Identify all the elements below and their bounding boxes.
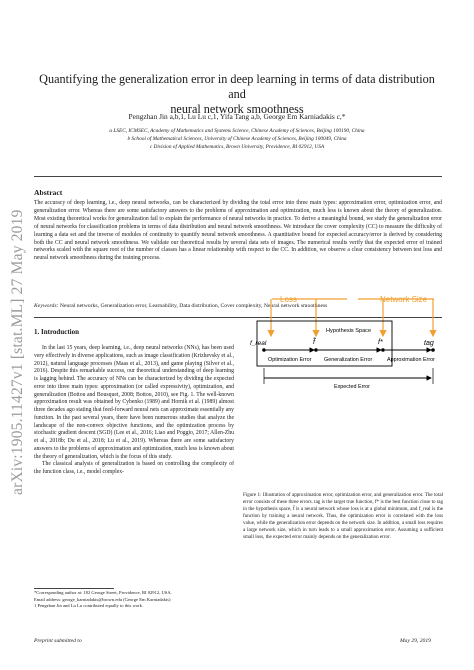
tag-point xyxy=(431,348,435,352)
affiliation-c: c Division of Applied Mathematics, Brown University, Providence, RI 02912, USA xyxy=(149,144,325,150)
hypothesis-space-label: Hypothesis Space xyxy=(326,328,372,334)
abstract-heading: Abstract xyxy=(34,188,63,197)
f-star-label: f* xyxy=(378,339,383,346)
tag-label: tag xyxy=(424,340,434,347)
keywords-text: Neural networks, Generalization error, Learnability, Data distribution, Cover complexity, Neural network smoothness xyxy=(59,303,328,309)
abstract-text: The accuracy of deep learning, i.e., deep neural networks, can be characterized by dividing the total error into three main types: approximation error, optimization error, and generalization error. Whereas there are some satisfactory answers to the problems of approximation and optimization, much less is known about the theory of generalization. Most existing theoretical works for generalization fail to explain the performance of neural networks in practice. To derive a meaningful bound, we study the generalization error of neural networks for classification problems in terms of data distribution and neural network smoothness. We introduce the cover complexity (CC) to measure the difficulty of learning a data set and the inverse of modules of continuity to quantify neural network smoothness. A quantitative bound for expected accuracy/error is derived by considering both the CC and neural network smoothness. We validate our theoretical results by several data sets of images. The numerical results verify that the expected error of trained networks scaled with the square root of the number of classes has a linear relationship with respect to the CC. In addition, we observe a clear consistency between test loss and neural network smoothness during the training process. xyxy=(34,200,442,262)
f-real-label: f_real xyxy=(250,340,267,347)
approximation-error-label: Approximation Error xyxy=(387,357,435,363)
loss-label: Loss xyxy=(280,295,297,304)
divider-top xyxy=(34,176,442,177)
footnote-corresponding: *Corresponding author at: 182 George Street, Providence, RI 02912, USA. xyxy=(34,590,172,595)
f-real-point xyxy=(262,348,266,352)
arxiv-stamp-text: arXiv:1905.11427v1 [stat.ML] 27 May 2019 xyxy=(9,209,26,495)
affiliation-a: a LSEC, ICMSEC, Academy of Mathematics and Systems Science, Chinese Academy of Sciences, Beijing 100190, China xyxy=(109,128,365,134)
footer-left: Preprint submitted to xyxy=(34,638,82,644)
footnote-equal: 1 Pengzhan Jin and Lu Lu contributed equally to this work. xyxy=(34,603,144,609)
figure-1 xyxy=(244,286,444,476)
network-size-label: Network Size xyxy=(380,295,428,304)
footer-date: May 29, 2019 xyxy=(400,638,431,644)
figure-caption: Figure 1: Illustration of approximation error, optimization error, and generalization error. The total error consists of these three errors. tag is the target true function, f* is the best function close to tag in the hypothesis space, f̃ is a neural network whose loss is at a global minimum, and f_real is the function by training a neural network. Thus, the optimization error is correlated with the loss value, while the generalization error depends on the network size. In addition, a small loss requires a large network size, which in turn leads to a small approximation error. Assuming a sufficient small loss, the expected error mainly depends on the generalization error. xyxy=(243,492,443,540)
title-line-2: neural network smoothness xyxy=(170,102,304,116)
intro-column xyxy=(34,345,234,477)
affiliation-b: b School of Mathematical Sciences, University of Chinese Academy of Sciences, Beijing 100049, China xyxy=(127,136,347,142)
footnote-rule xyxy=(34,588,114,589)
footnotes xyxy=(34,590,234,610)
f-star-point xyxy=(381,348,385,352)
f-tilde-point xyxy=(314,348,318,352)
paper-title xyxy=(30,72,444,117)
author-list: Pengzhan Jin a,b,1, Lu Lu c,1, Yifa Tang a,b, George Em Karniadakis c,* xyxy=(128,112,346,121)
keywords-label: Keywords: xyxy=(34,303,59,309)
optimization-error-label: Optimization Error xyxy=(268,357,312,363)
generalization-error-label: Generalization Error xyxy=(324,357,373,363)
title-line-1: Quantifying the generalization error in deep learning in terms of data distribution and xyxy=(39,72,435,101)
arxiv-stamp xyxy=(6,190,24,500)
section-heading: 1. Introduction xyxy=(34,328,79,336)
intro-paragraph-1: In the last 15 years, deep learning, i.e., deep neural networks (NNs), has been used very effectively in diverse applications, such as image classification (Krizhevsky et al., 2012), natural language processes (Maas et al., 2013), and game playing (Silver et al., 2016). Despite this remarkable success, our theoretical understanding of deep learning is lagging behind. The accuracy of NNs can be characterized by dividing the expected error into three main types: approximation (or called expressivity), optimization, and generalization (Bottou and Bousquet, 2008; Bottou, 2010), see Fig. 1. The well-known approximation result was obtained by Cybenko (1989) and Hornik et al. (1989) almost three decades ago stating that feed-forward neural nets can approximate essentially any function. In the past several years, there have been numerous studies that analyze the landscape of the non-convex objective functions, and the optimization process by stochastic gradient descent (SGD) (Lee et al., 2016; Liao and Poggio, 2017; Allen-Zhu et al., 2018b; Du et al., 2018; Lu et al., 2019). Whereas there are some satisfactory answers to the problems of approximation and optimization, much less is known about the theory of generalization, which is the focus of this study. xyxy=(34,345,234,460)
abstract-body xyxy=(34,200,442,263)
footnote-email: Email address: george_karniadakis@brown.edu (George Em Karniadakis) xyxy=(34,596,171,602)
intro-paragraph-2: The classical analysis of generalization is based on controlling the complexity of the function class, i.e., model complex- xyxy=(34,461,234,475)
expected-error-label: Expected Error xyxy=(334,384,370,390)
f-tilde-label: f̃ xyxy=(313,339,315,346)
